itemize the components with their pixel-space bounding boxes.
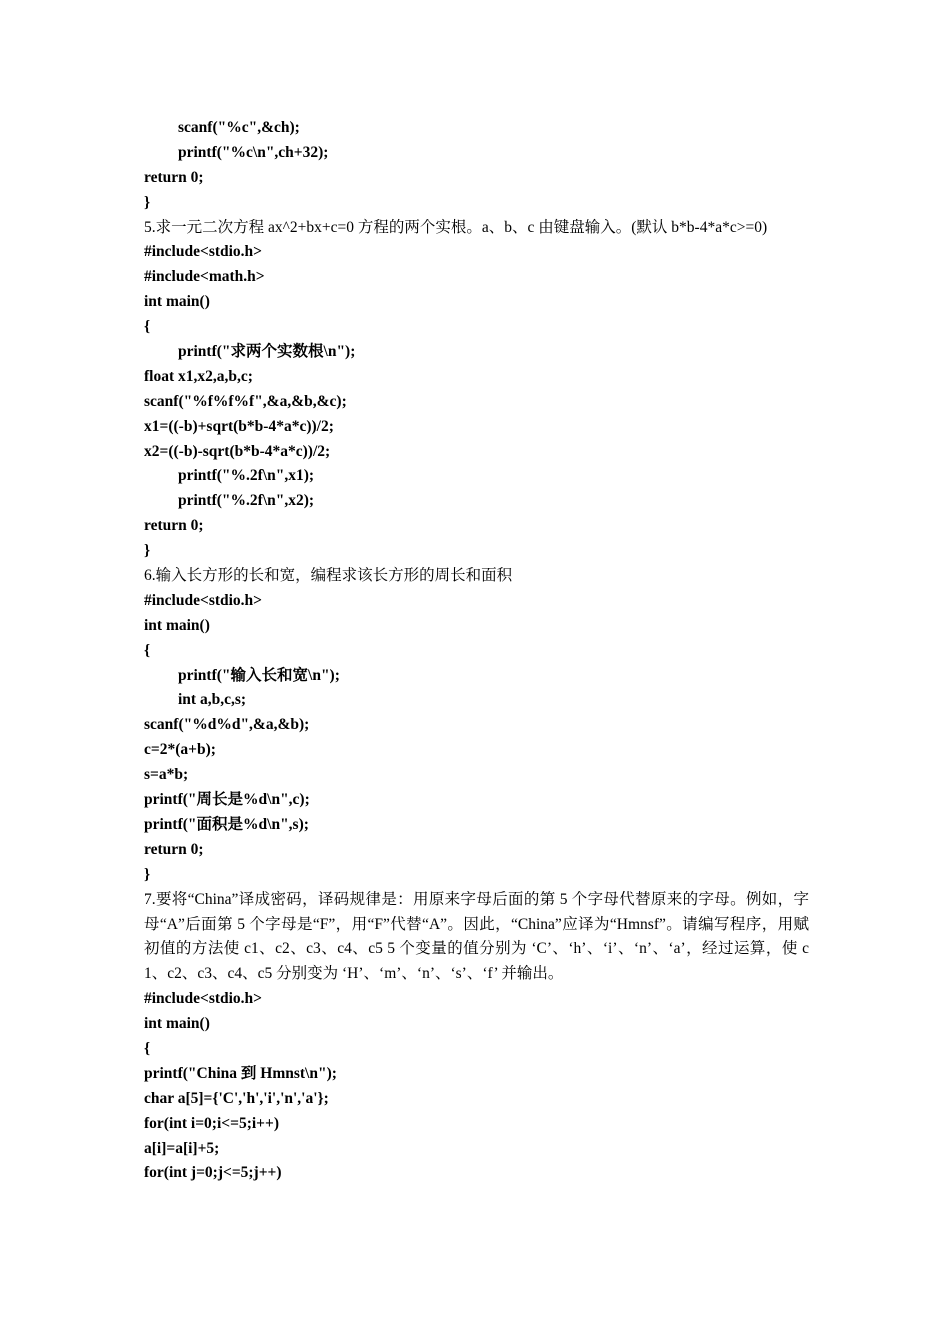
code-line: #include<math.h> <box>144 268 265 286</box>
code-line: x1=((-b)+sqrt(b*b-4*a*c))/2; <box>144 417 334 435</box>
code-line: int main() <box>144 1015 210 1033</box>
code-line: { <box>144 1040 151 1058</box>
code-line: c=2*(a+b); <box>144 741 216 759</box>
code-line: int a,b,c,s; <box>178 691 247 709</box>
code-line: return 0; <box>144 517 204 535</box>
document-body <box>144 116 809 1186</box>
code-line: printf("%c\n",ch+32); <box>178 143 329 161</box>
code-line: for(int i=0;i<=5;i++) <box>144 1114 279 1132</box>
code-line: scanf("%c",&ch); <box>178 119 300 136</box>
code-line: char a[5]={'C','h','i','n','a'}; <box>144 1089 329 1107</box>
code-line: printf("China 到 Hmnst\n"); <box>144 1064 337 1082</box>
problem-7-paragraph: 7.要将“China”译成密码，译码规律是：用原来字母后面的第 5 个字母代替原来的字母。例如，字母“A”后面第 5 个字母是“F”，用“F”代替“A”。因此，“China”应译为“Hmnsf”。请编写程序，用赋初值的方法使 c1、c2、c3、c4、c5 5 个变量的值分别为 ‘C’、‘h’、‘i’、‘n’、‘a’，经过运算，使 c1、c2、c3、c4、c5 分别变为 ‘H’、‘m’、‘n’、‘s’、‘f’ 并输出。 <box>144 890 809 983</box>
code-block-upper <box>144 116 809 888</box>
code-line: scanf("%d%d",&a,&b); <box>144 716 310 734</box>
code-line: } <box>144 542 151 560</box>
code-line: #include<stdio.h> <box>144 990 263 1008</box>
code-line: s=a*b; <box>144 766 189 784</box>
problem-heading: 6.输入长方形的长和宽，编程求该长方形的周长和面积 <box>144 567 513 585</box>
code-line: printf("面积是%d\n",s); <box>144 815 309 833</box>
code-line: int main() <box>144 616 210 634</box>
code-line: { <box>144 641 151 659</box>
code-line: int main() <box>144 293 210 311</box>
code-line: printf("%.2f\n",x1); <box>178 467 315 485</box>
code-line: printf("周长是%d\n",c); <box>144 791 310 809</box>
code-line: for(int j=0;j<=5;j++) <box>144 1164 282 1182</box>
code-line: float x1,x2,a,b,c; <box>144 367 253 385</box>
code-line: printf("%.2f\n",x2); <box>178 492 315 510</box>
code-line: scanf("%f%f%f",&a,&b,&c); <box>144 392 347 410</box>
problem-heading: 5.求一元二次方程 ax^2+bx+c=0 方程的两个实根。a、b、c 由键盘输入。(默认 b*b-4*a*c>=0) <box>144 218 768 236</box>
code-line: return 0; <box>144 840 204 858</box>
code-block-lower <box>144 987 809 1186</box>
code-line: } <box>144 865 151 883</box>
code-line: { <box>144 318 151 336</box>
code-line: printf("输入长和宽\n"); <box>178 666 340 684</box>
code-line: a[i]=a[i]+5; <box>144 1139 220 1157</box>
code-line: printf("求两个实数根\n"); <box>178 343 356 361</box>
code-line: } <box>144 193 151 211</box>
code-line: #include<stdio.h> <box>144 243 263 261</box>
code-line: x2=((-b)-sqrt(b*b-4*a*c))/2; <box>144 442 331 460</box>
code-line: #include<stdio.h> <box>144 591 263 609</box>
code-line: return 0; <box>144 168 204 186</box>
